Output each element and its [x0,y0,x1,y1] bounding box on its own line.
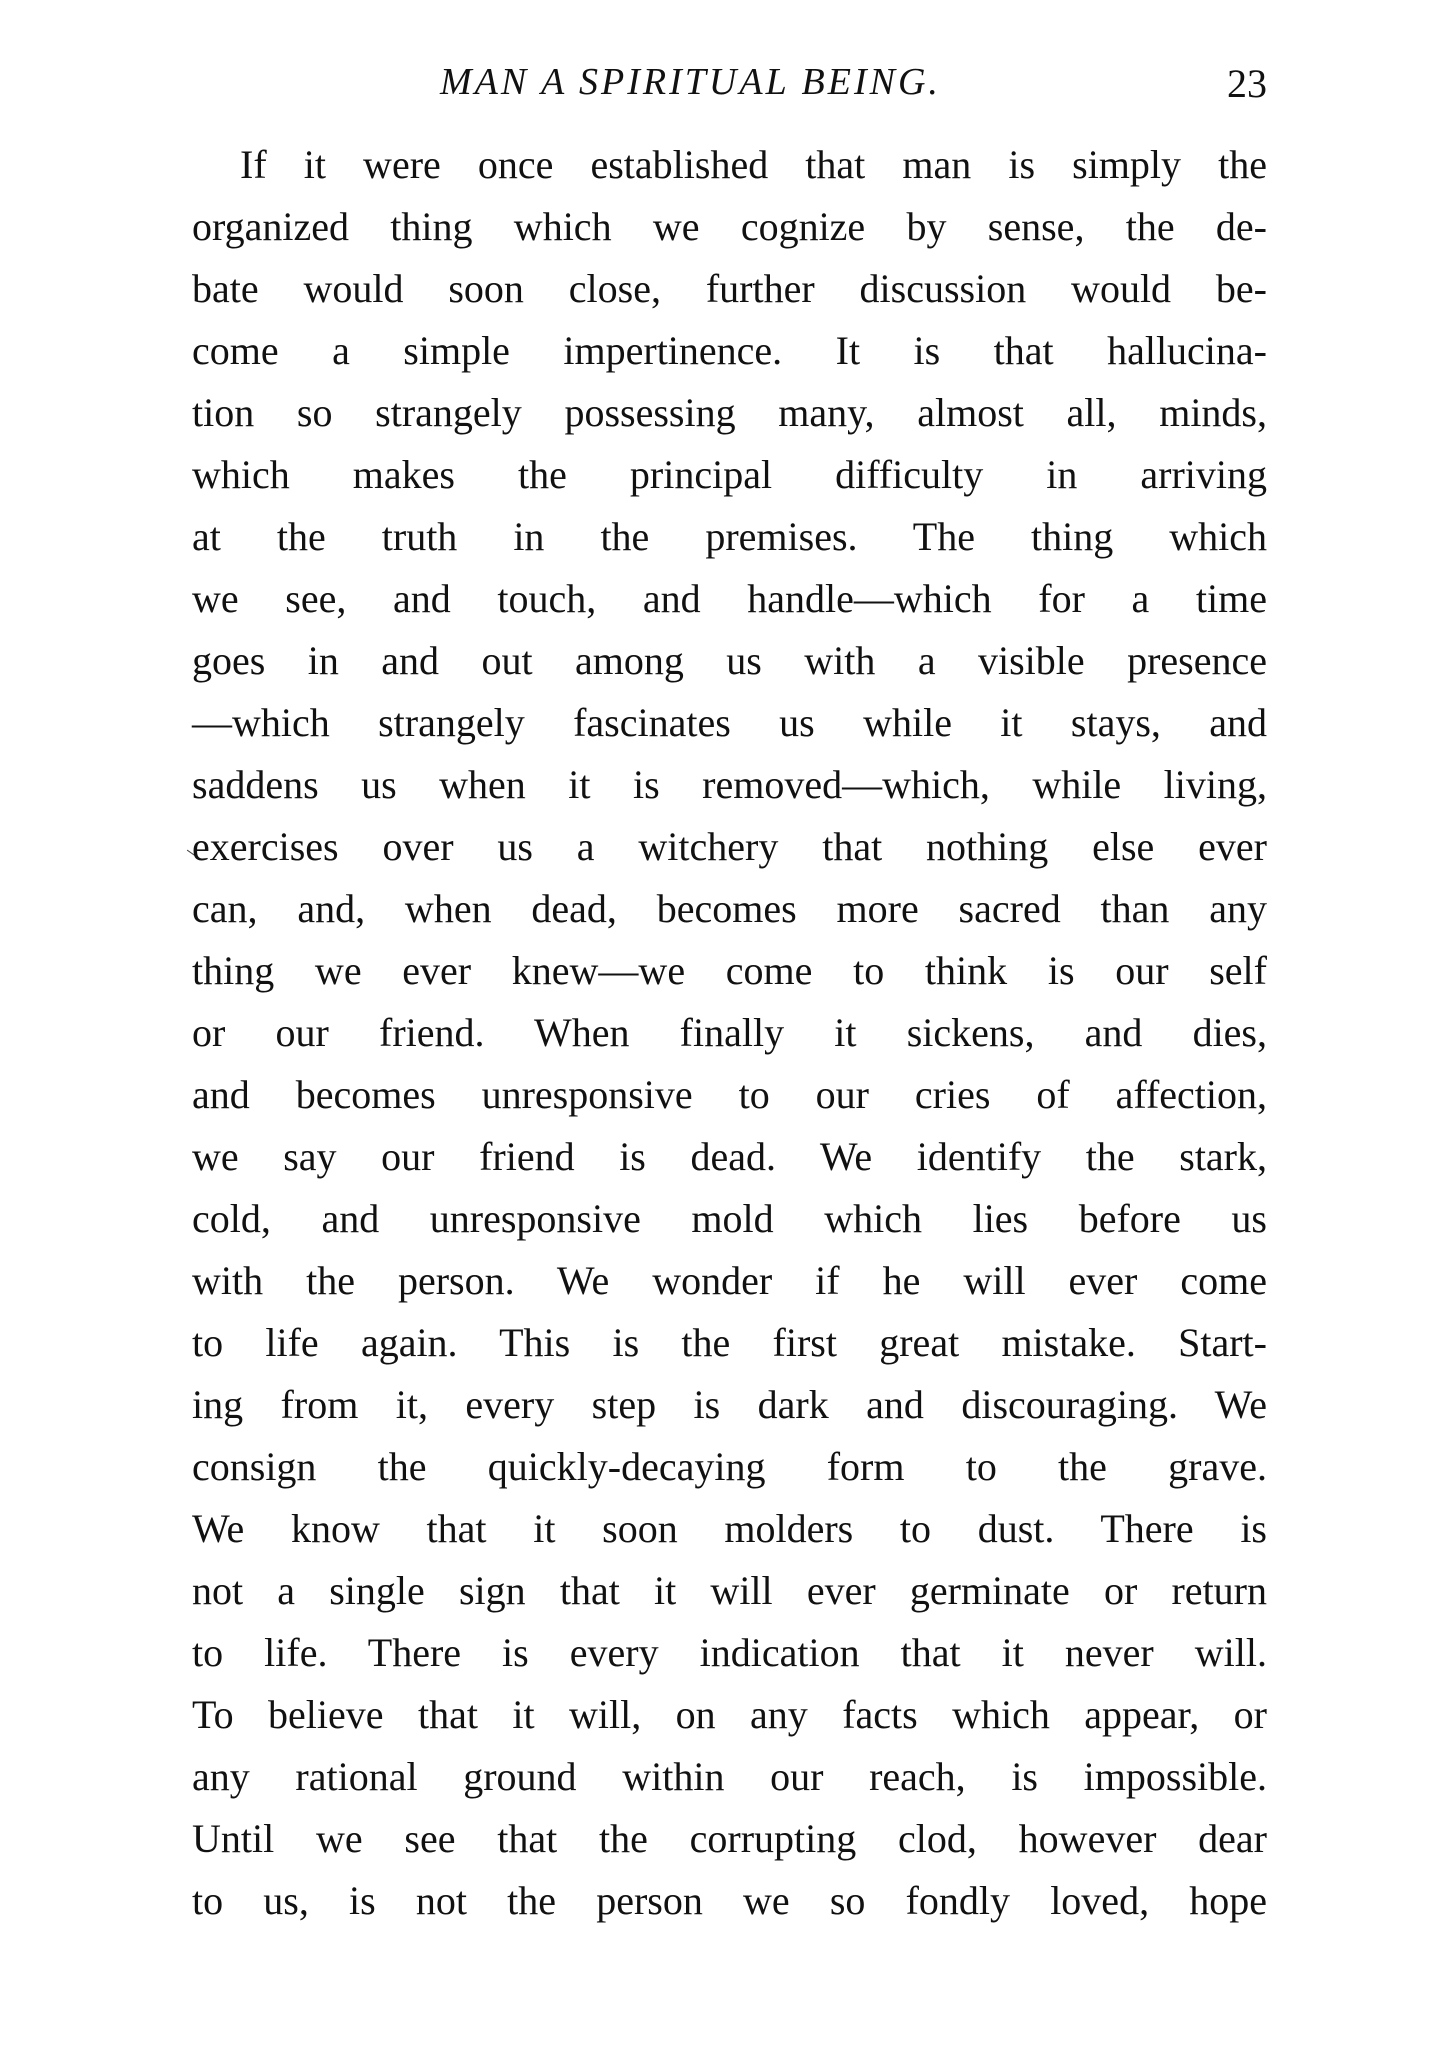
text-line: which makes the principal difficulty in arriving [192,452,1267,497]
text-line: —which strangely fascinates us while it stays, and [192,700,1267,745]
text-line: bate would soon close, further discussion would be- [192,266,1267,311]
text-line: at the truth in the premises. The thing which [192,514,1267,559]
text-line: come a simple impertinence. It is that hallucina- [192,328,1267,373]
text-line: with the person. We wonder if he will ever come [192,1258,1267,1303]
text-line: goes in and out among us with a visible presence [192,638,1267,683]
text-line: tion so strangely possessing many, almost all, minds, [192,390,1267,435]
text-line: can, and, when dead, becomes more sacred than any [192,886,1267,931]
text-line: saddens us when it is removed—which, while living, [192,762,1267,807]
text-line: or our friend. When finally it sickens, and dies, [192,1010,1267,1055]
text-line: To believe that it will, on any facts which appear, or [192,1692,1267,1737]
text-line: cold, and unresponsive mold which lies before us [192,1196,1267,1241]
text-line: If it were once established that man is simply the [240,142,1267,187]
text-line: to us, is not the person we so fondly loved, hope [192,1878,1267,1923]
running-head [192,60,1267,120]
text-line: organized thing which we cognize by sense, the de- [192,204,1267,249]
body-text [192,134,1267,1932]
text-line: we see, and touch, and handle—which for a time [192,576,1267,621]
text-line: exercises over us a witchery that nothing else ever [192,824,1267,869]
text-line: we say our friend is dead. We identify the stark, [192,1134,1267,1179]
text-line: thing we ever knew—we come to think is our self [192,948,1267,993]
page-number: 23 [1227,61,1267,106]
text-line: and becomes unresponsive to our cries of affection, [192,1072,1267,1117]
running-title: MAN A SPIRITUAL BEING. [440,61,941,103]
text-line: not a single sign that it will ever germinate or return [192,1568,1267,1613]
text-line: any rational ground within our reach, is impossible. [192,1754,1267,1799]
text-line: consign the quickly-decaying form to the grave. [192,1444,1267,1489]
text-line: ing from it, every step is dark and discouraging. We [192,1382,1267,1427]
text-line: to life again. This is the first great mistake. Start- [192,1320,1267,1365]
text-line: We know that it soon molders to dust. There is [192,1506,1267,1551]
text-line: to life. There is every indication that it never will. [192,1630,1267,1675]
text-line: Until we see that the corrupting clod, however dear [192,1816,1267,1861]
